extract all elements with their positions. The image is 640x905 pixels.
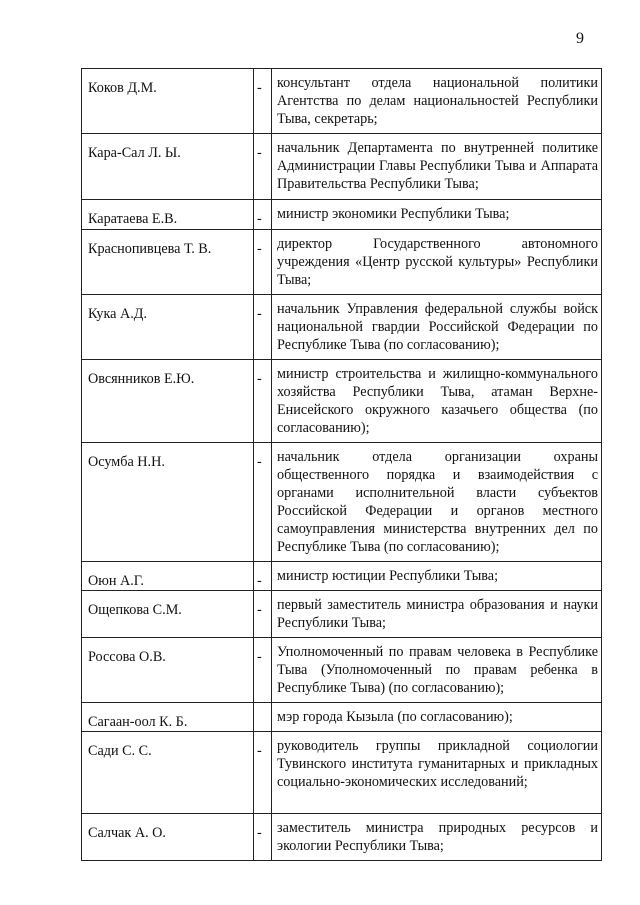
member-name: Краснопивцева Т. В. (82, 230, 254, 295)
dash-separator: - (254, 732, 272, 814)
member-role: начальник Управления федеральной службы войск национальной гвардии Российской Федерации по Республике Тыва (по согласованию); (272, 295, 602, 360)
table-row (82, 703, 602, 732)
member-name: Оюн А.Г. (82, 562, 254, 591)
member-role: первый заместитель министра образования и науки Республики Тыва; (272, 591, 602, 638)
member-name: Кука А.Д. (82, 295, 254, 360)
member-name: Овсянников Е.Ю. (82, 360, 254, 443)
members-table (81, 68, 602, 861)
dash-separator: - (254, 443, 272, 562)
dash-separator: - (254, 69, 272, 134)
member-name: Каратаева Е.В. (82, 200, 254, 230)
member-role: Уполномоченный по правам человека в Республике Тыва (Уполномоченный по правам ребенка в Республике Тыва) (по согласованию); (272, 638, 602, 703)
table-row (82, 200, 602, 230)
member-name: Салчак А. О. (82, 814, 254, 861)
table-row (82, 732, 602, 814)
table-row (82, 443, 602, 562)
dash-separator: - (254, 230, 272, 295)
member-name: Сади С. С. (82, 732, 254, 814)
dash-separator: - (254, 638, 272, 703)
member-name: Осумба Н.Н. (82, 443, 254, 562)
table-row (82, 69, 602, 134)
member-role: министр юстиции Республики Тыва; (272, 562, 602, 591)
table-row (82, 638, 602, 703)
table-row (82, 814, 602, 861)
dash-separator: - (254, 134, 272, 200)
page-number: 9 (576, 30, 584, 47)
member-role: заместитель министра природных ресурсов и экологии Республики Тыва; (272, 814, 602, 861)
dash-separator: - (254, 295, 272, 360)
member-name: Коков Д.М. (82, 69, 254, 134)
member-role: начальник Департамента по внутренней политике Администрации Главы Республики Тыва и Аппарата Правительства Республики Тыва; (272, 134, 602, 200)
dash-separator: - (254, 591, 272, 638)
member-role: консультант отдела национальной политики Агентства по делам национальностей Республики Тыва, секретарь; (272, 69, 602, 134)
member-role: министр строительства и жилищно-коммунального хозяйства Республики Тыва, атаман Верхне-Енисейского окружного казачьего общества (по согласованию); (272, 360, 602, 443)
member-name: Россова О.В. (82, 638, 254, 703)
member-name: Кара-Сал Л. Ы. (82, 134, 254, 200)
member-role: директор Государственного автономного учреждения «Центр русской культуры» Республики Тыва; (272, 230, 602, 295)
dash-separator: - (254, 814, 272, 861)
table-row (82, 230, 602, 295)
member-role: руководитель группы прикладной социологии Тувинского института гуманитарных и прикладных социально-экономических исследований; (272, 732, 602, 814)
table-row (82, 295, 602, 360)
member-role: начальник отдела организации охраны общественного порядка и взаимодействия с органами исполнительной власти субъектов Российской Федерации и органов местного самоуправления министерства внутренних дел по Республике Тыва (по согласованию); (272, 443, 602, 562)
dash-separator: - (254, 562, 272, 591)
member-name: Сагаан-оол К. Б. (82, 703, 254, 732)
dash-separator: - (254, 360, 272, 443)
dash-separator: - (254, 200, 272, 230)
table-row (82, 360, 602, 443)
table-row (82, 134, 602, 200)
table-row (82, 562, 602, 591)
member-name: Ощепкова С.М. (82, 591, 254, 638)
member-role: мэр города Кызыла (по согласованию); (272, 703, 602, 732)
member-role: министр экономики Республики Тыва; (272, 200, 602, 230)
dash-separator (254, 703, 272, 732)
table-row (82, 591, 602, 638)
